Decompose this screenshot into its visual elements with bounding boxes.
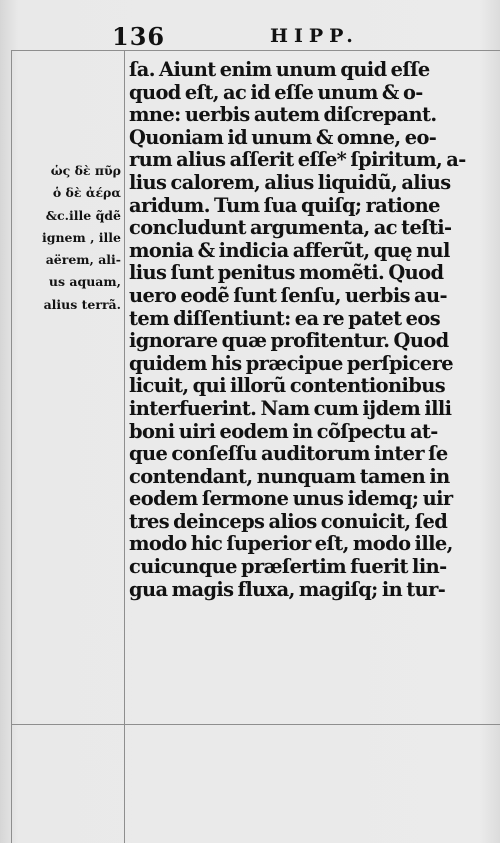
- margin-note: [12, 160, 124, 316]
- text-line: licuit, qui illorũ contentionibus: [129, 375, 446, 398]
- margin-note-line: ignem , ille: [41, 229, 121, 245]
- text-line: gua magis fluxa, magiſq; in tur-: [129, 578, 446, 601]
- text-line: interfuerint. Nam cum ijdem illi: [129, 397, 452, 420]
- text-line: aridum. Tum ſua quiſq; ratione: [129, 194, 440, 217]
- text-line: boni uiri eodem in cõſpectu at-: [129, 420, 438, 443]
- text-line: cuicunque præſertim fuerit lin-: [129, 556, 447, 579]
- footer-rule: [11, 724, 500, 725]
- margin-note-line: aërem, ali-: [45, 252, 121, 268]
- text-line: ignorare quæ profitentur. Quod: [129, 330, 449, 353]
- text-line: lius calorem, alius liquidũ, alius: [129, 171, 451, 194]
- text-line: contendant, nunquam tamen in: [129, 465, 450, 488]
- text-line: uero eodẽ ſunt ſenſu, uerbis au-: [129, 284, 447, 307]
- main-text-block: [129, 59, 489, 601]
- page-number: 136: [112, 22, 166, 51]
- text-line: rum alius aſſerit eſſe* ſpiritum, a-: [129, 149, 466, 172]
- text-line: tres deinceps alios conuicit, ſed: [129, 510, 448, 533]
- running-head: HIPP.: [270, 25, 359, 47]
- text-line: mne: uerbis autem diſcrepant.: [129, 104, 437, 127]
- page-header: [0, 22, 500, 52]
- margin-note-line: us aquam,: [48, 274, 121, 290]
- margin-note-line: ὡς δὲ πῦρ: [50, 163, 121, 178]
- text-line: Quoniam id unum & omne, eo-: [129, 126, 437, 149]
- text-line: que conſeſſu auditorum inter ſe: [129, 443, 448, 466]
- text-line: quidem his præcipue perſpicere: [129, 352, 453, 375]
- margin-note-line: &c.ille q̃dẽ: [45, 207, 121, 223]
- margin-note-line: alius terrã.: [43, 296, 121, 312]
- text-line: eodem ſermone unus idemq; uir: [129, 488, 453, 511]
- text-line: concludunt argumenta, ac teſti-: [129, 217, 452, 240]
- text-line: lius ſunt penitus momẽti. Quod: [129, 262, 444, 285]
- margin-note-line: ὁ δὲ ἀέρα: [52, 185, 121, 201]
- text-line: quod eſt, ac id eſſe unum & o-: [129, 81, 423, 104]
- text-line: tem diſſentiunt: ea re patet eos: [129, 307, 441, 330]
- text-line: monia & indicia afferũt, quę nul: [129, 239, 450, 262]
- text-line: ſa. Aiunt enim unum quid eſſe: [129, 59, 430, 81]
- text-line: modo hic ſuperior eſt, modo ille,: [129, 533, 453, 556]
